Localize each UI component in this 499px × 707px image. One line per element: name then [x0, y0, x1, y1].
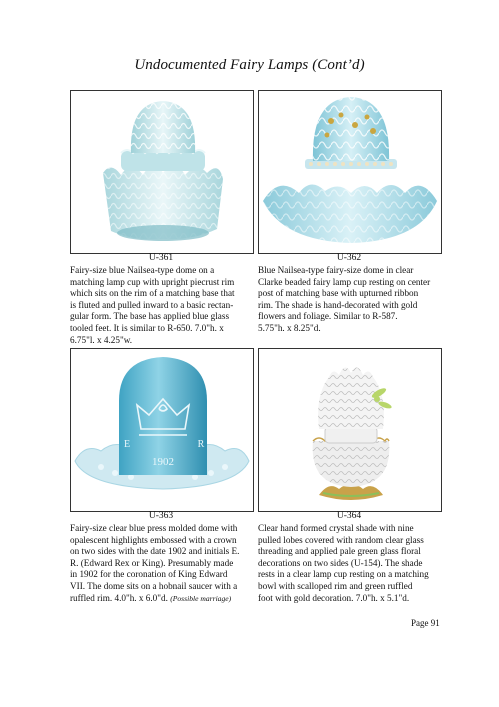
description-line: on two sides with the date 1902 and initials E. [70, 546, 240, 557]
description-line: 6.75"l. x 4.25"w. [70, 334, 133, 345]
photo-u363 [70, 348, 254, 512]
page-number: Page 91 [411, 618, 440, 628]
embossed-letter-e: E [123, 439, 131, 450]
description-text: ruffled rim. 4.0"h. x 6.0"d. [70, 592, 168, 603]
item-label-u361: U-361 [148, 253, 174, 263]
description-line: pulled lobes covered with random clear glass [258, 534, 424, 545]
description-line: VII. The dome sits on a hobnail saucer with a [70, 580, 238, 591]
lamp-u361-image [71, 91, 253, 253]
description-line: decorations on two sides (U-154). The shade [258, 557, 423, 568]
embossed-date: 1902 [152, 456, 174, 468]
description-u364 [258, 523, 448, 604]
photo-u364 [258, 348, 442, 512]
description-u363 [70, 523, 260, 604]
item-label-u364: U-364 [336, 511, 362, 521]
lamp-u362-image [259, 91, 441, 253]
embossed-letter-r: R [197, 439, 205, 450]
page-title: Undocumented Fairy Lamps (Cont’d) [134, 57, 365, 73]
description-line: gular form. The base has applied blue glass [70, 311, 230, 322]
description-line: flowers and foliage. Similar to R-587. [258, 311, 398, 322]
description-line: threading and applied pale green glass floral [258, 546, 421, 557]
description-line: Clear hand formed crystal shade with nine [258, 523, 414, 533]
description-line: opalescent highlights embossed with a crown [70, 534, 237, 545]
description-line-with-note [70, 593, 260, 605]
description-line: 5.75"h. x 8.25"d. [258, 322, 321, 333]
description-u361 [70, 265, 260, 346]
description-line: matching lamp cup with upright piecrust rim [70, 276, 235, 287]
description-line: foot with gold decoration. 7.0"h. x 5.1"d. [258, 592, 410, 603]
description-line: Fairy-size blue Nailsea-type dome on a [70, 265, 215, 275]
lamp-u363-image [71, 349, 253, 511]
description-line: post of matching base with upturned ribbon [258, 288, 419, 299]
description-line: Clarke beaded fairy lamp cup resting on center [258, 276, 431, 287]
description-line: Fairy-size clear blue press molded dome with [70, 523, 238, 533]
description-line: rests in a clear lamp cup resting on a matching [258, 569, 429, 580]
description-line: Blue Nailsea-type fairy-size dome in clear [258, 265, 414, 275]
item-label-u363: U-363 [148, 511, 174, 521]
description-line: rim. The shade is hand-decorated with gold [258, 299, 418, 310]
description-u362 [258, 265, 448, 335]
description-line: tooled feet. It is similar to R-650. 7.0"h. x [70, 322, 224, 333]
photo-u361 [70, 90, 254, 254]
lamp-u364-image [259, 349, 441, 511]
description-line: is fluted and pulled inward to a basic rectan- [70, 299, 234, 310]
item-label-u362: U-362 [336, 253, 362, 263]
description-line: bowl with scalloped rim and green ruffled [258, 580, 413, 591]
marriage-note: (Possible marriage) [170, 593, 232, 603]
description-line: R. (Edward Rex or King). Presumably made [70, 557, 234, 568]
description-line: in 1902 for the coronation of King Edward [70, 569, 228, 580]
description-line: which sits on the rim of a matching base that [70, 288, 235, 299]
photo-u362 [258, 90, 442, 254]
